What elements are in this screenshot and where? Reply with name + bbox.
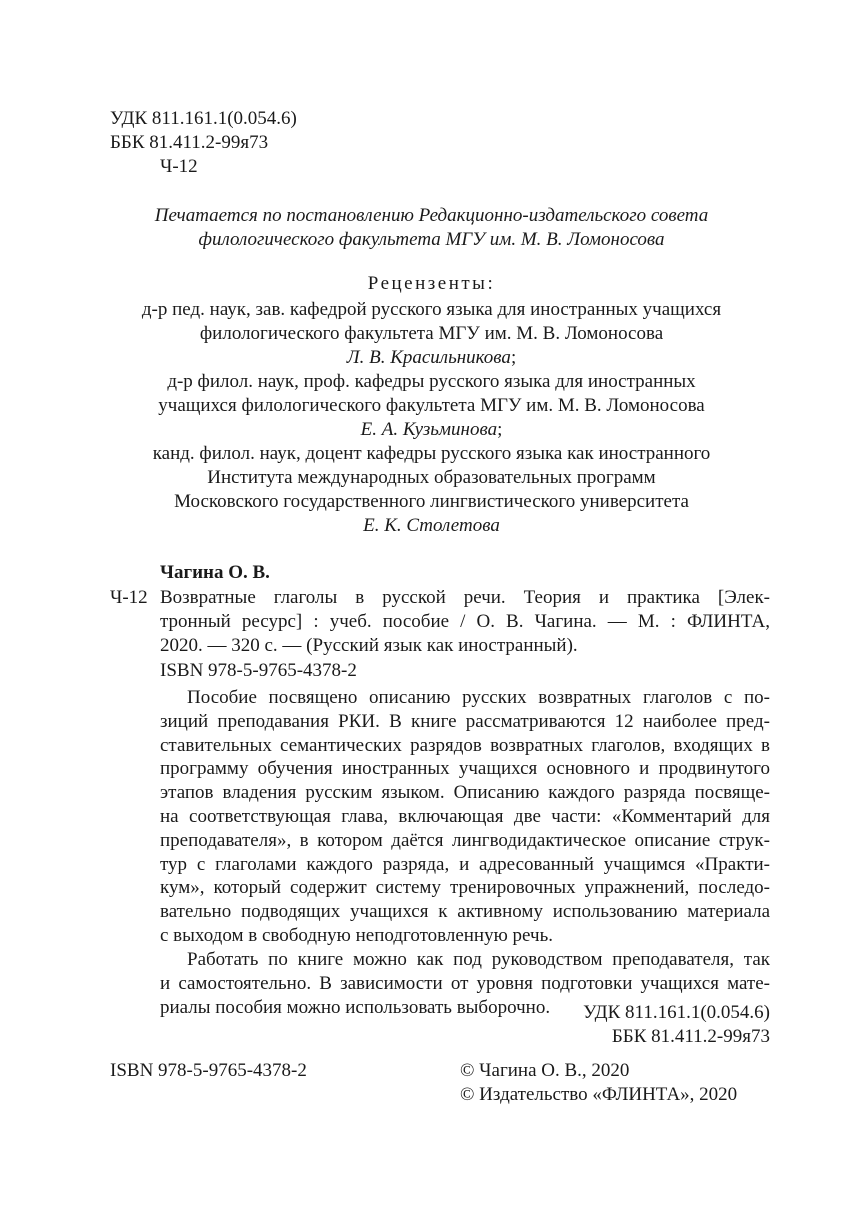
annotation-line: Работать по книге можно как под руководством преподавателя, так xyxy=(187,949,770,970)
record-isbn: ISBN 978-5-9765-4378-2 xyxy=(160,660,357,681)
annotation-line: Пособие посвящено описанию русских возвратных глаголов с по- xyxy=(187,687,770,708)
record-line: Возвратные глаголы в русской речи. Теория и практика [Элек- xyxy=(160,587,770,608)
udk-code: УДК 811.161.1(0.054.6) xyxy=(110,108,297,129)
reviewer-punct: ; xyxy=(510,347,517,368)
annotation-paragraph xyxy=(160,686,770,948)
annotation-line: и самостоятельно. В зависимости от уровня подготовки учащихся мате- xyxy=(160,972,770,994)
reviewer-punct: ; xyxy=(497,419,503,440)
annotation-line: тур с глаголами каждого разряда, и адресованный учащимся «Практи- xyxy=(160,853,770,875)
annotation-line: с выходом в свободную неподготовленную речь. xyxy=(160,924,553,946)
annotation-line: преподавателя», в котором даётся лингводидактическое описание струк- xyxy=(160,829,770,851)
record-description xyxy=(160,586,770,657)
reviewer-affiliation: учащихся филологического факультета МГУ им. М. В. Ломоносова xyxy=(158,395,705,416)
reviewers-heading: Рецензенты: xyxy=(367,273,496,294)
annotation-line: ставительных семантических разрядов возвратных глаголов, входящих в xyxy=(160,734,770,756)
record-line: 2020. — 320 с. — (Русский язык как иностранный). xyxy=(160,634,578,656)
copyright-author: © Чагина О. В., 2020 xyxy=(460,1060,630,1081)
annotation-line: программу обучения иностранных учащихся основного и продвинутого xyxy=(160,758,770,780)
record-mark: Ч-12 xyxy=(110,587,148,608)
bbk-code: ББК 81.411.2-99я73 xyxy=(110,132,269,153)
footer-isbn: ISBN 978-5-9765-4378-2 xyxy=(110,1060,307,1081)
annotation-udk: УДК 811.161.1(0.054.6) xyxy=(583,1002,770,1023)
annotation-line: этапов владения русским языком. Описанию каждого разряда посвяще- xyxy=(160,782,770,804)
record-author: Чагина О. В. xyxy=(160,562,270,583)
reviewer-name: Л. В. Красильникова xyxy=(346,347,511,368)
annotation-line: зиций преподавания РКИ. В книге рассматриваются 12 наиболее пред- xyxy=(160,710,770,732)
reviewer-affiliation: д-р пед. наук, зав. кафедрой русского языка для иностранных учащихся xyxy=(141,299,722,320)
record-line: тронный ресурс] : учеб. пособие / О. В. Чагина. — М. : ФЛИНТА, xyxy=(160,610,770,632)
copyright-publisher: © Издательство «ФЛИНТА», 2020 xyxy=(460,1084,738,1105)
author-mark: Ч-12 xyxy=(160,156,198,177)
annotation-line: вательно подводящих учащихся к активному использованию материала xyxy=(160,901,770,923)
reviewer-affiliation: филологического факультета МГУ им. М. В. Ломоносова xyxy=(199,323,664,344)
imprint-note-line: филологического факультета МГУ им. М. В. Ломоносова xyxy=(198,229,665,250)
reviewer-name-line xyxy=(0,347,863,369)
reviewer-affiliation: Московского государственного лингвистического университета xyxy=(174,491,689,512)
imprint-note-line: Печатается по постановлению Редакционно-издательского совета xyxy=(154,205,709,226)
reviewer-name-line xyxy=(0,515,863,537)
annotation-bbk: ББК 81.411.2-99я73 xyxy=(611,1026,770,1047)
reviewer-name-line xyxy=(0,419,863,441)
annotation-line: риалы пособия можно использовать выборочно. xyxy=(160,996,551,1018)
annotation-line: на соответствующая глава, включающая две части: «Комментарий для xyxy=(160,805,770,827)
reviewer-affiliation: Института международных образовательных программ xyxy=(207,467,656,488)
reviewer-name: Е. А. Кузьминова xyxy=(360,419,498,440)
reviewer-affiliation: д-р филол. наук, проф. кафедры русского языка для иностранных xyxy=(167,371,696,392)
reviewer-name: Е. К. Столетова xyxy=(363,515,500,536)
reviewer-affiliation: канд. филол. наук, доцент кафедры русского языка как иностранного xyxy=(152,443,711,464)
annotation-line: кум», который содержит систему тренировочных упражнений, последо- xyxy=(160,877,770,899)
